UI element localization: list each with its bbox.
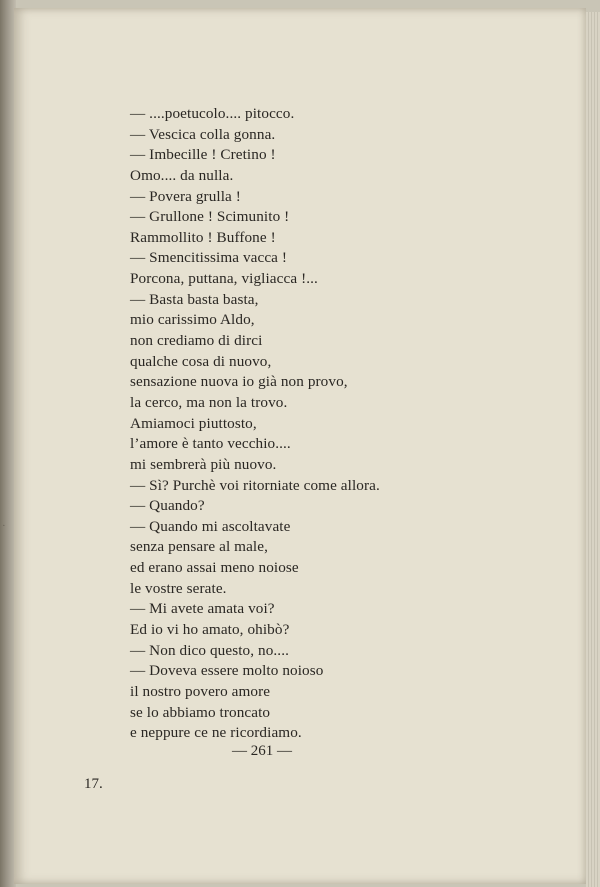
poem-line: — Non dico questo, no.... bbox=[130, 641, 290, 659]
poem-line: — Doveva essere molto noioso bbox=[130, 662, 324, 680]
poem-line: — Vescica colla gonna. bbox=[130, 125, 276, 143]
poem-line: — Sì? Purchè voi ritorniate come allora. bbox=[130, 476, 380, 494]
poem-line: la cerco, ma non la trovo. bbox=[130, 393, 288, 411]
page-edges bbox=[586, 12, 600, 887]
poem-line: l’amore è tanto vecchio.... bbox=[130, 435, 291, 453]
poem-line: le vostre serate. bbox=[130, 579, 227, 597]
poem-line: — Povera grulla ! bbox=[130, 187, 241, 205]
poem-line: non crediamo di dirci bbox=[130, 332, 263, 350]
poem-line: — Grullone ! Scimunito ! bbox=[130, 208, 290, 226]
poem-line: — Imbecille ! Cretino ! bbox=[130, 146, 276, 164]
poem-line: e neppure ce ne ricordiamo. bbox=[130, 724, 302, 742]
poem-line: se lo abbiamo troncato bbox=[130, 703, 271, 721]
poem-line: — Quando? bbox=[130, 497, 205, 515]
poem-line: mi sembrerà più nuovo. bbox=[130, 455, 277, 473]
poem-line: mio carissimo Aldo, bbox=[130, 311, 255, 329]
poem-line: sensazione nuova io già non provo, bbox=[130, 373, 348, 391]
poem-line: senza pensare al male, bbox=[130, 538, 268, 556]
poem-line: — ....poetucolo.... pitocco. bbox=[130, 105, 295, 122]
poem-line: — Smencitissima vacca ! bbox=[130, 249, 288, 267]
poem-line: Omo.... da nulla. bbox=[130, 166, 234, 184]
signature-mark: 17. bbox=[84, 776, 103, 792]
poem-line: Porcona, puttana, vigliacca !... bbox=[130, 270, 318, 288]
poem-line: qualche cosa di nuovo, bbox=[130, 352, 272, 370]
poem-line: Amiamoci piuttosto, bbox=[130, 414, 257, 432]
poem-text bbox=[130, 104, 460, 744]
poem-line: — Basta basta basta, bbox=[130, 290, 259, 308]
poem-line: il nostro povero amore bbox=[130, 682, 271, 700]
poem-line: Rammollito ! Buffone ! bbox=[130, 228, 276, 246]
poem-line: ed erano assai meno noiose bbox=[130, 559, 299, 577]
poem-line: — Mi avete amata voi? bbox=[130, 600, 275, 618]
margin-ink-mark: · bbox=[2, 520, 6, 532]
poem-line: — Quando mi ascoltavate bbox=[130, 517, 291, 535]
page-number: — 261 — bbox=[232, 743, 292, 759]
poem-line: Ed io vi ho amato, ohibò? bbox=[130, 621, 290, 639]
